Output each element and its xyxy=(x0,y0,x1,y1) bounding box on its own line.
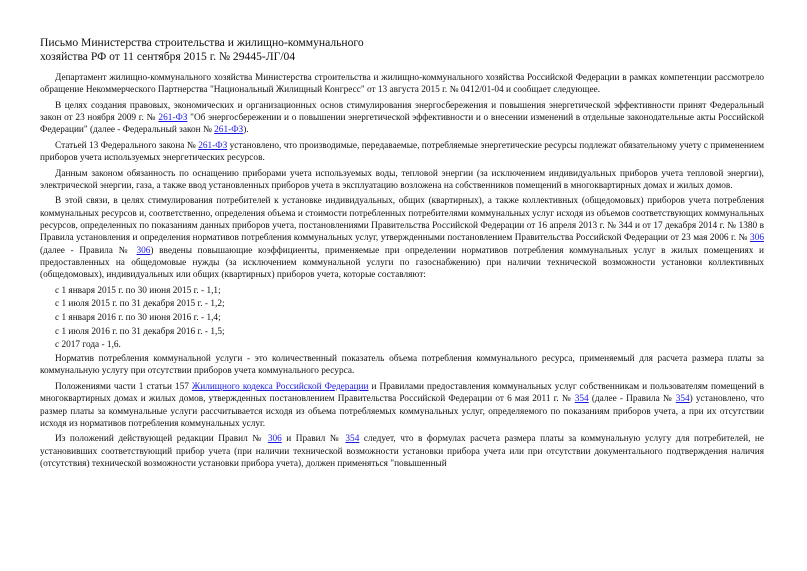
link-rules-306[interactable]: 306 xyxy=(267,434,282,445)
rate-item: с 1 июля 2015 г. по 31 декабря 2015 г. - 1,2; xyxy=(55,299,225,310)
text-fragment: ) введены повышающие коэффициенты, применяемые при определении нормативов потребления коммунальных услуг в жилых помещениях и предоставленных на общедомовые нужды (за исключением коммунальной услуги по газоснабжению) при наличии технической возможности установки коллективных (общедомовых), индивидуальных или общих (квартирных) приборов учета, которые составляют: xyxy=(40,245,765,281)
paragraph-federal-law xyxy=(40,100,764,137)
link-rules-354[interactable]: 354 xyxy=(574,394,589,405)
paragraph-obligation: Данным законом обязанность по оснащению приборами учета используемых воды, тепловой энергии (за исключением индивидуальных приборов учета тепловой энергии), электрической энергии, газа, а также ввод установленных приборов учета в эксплуатацию возложена на собственников помещений в многоквартирных домах и жилых домов. xyxy=(40,168,764,191)
link-law-261-fz[interactable]: 261-ФЗ xyxy=(214,125,244,136)
paragraph-rules-formula xyxy=(40,433,764,470)
link-rules-306[interactable]: 306 xyxy=(136,245,151,256)
text-fragment: (далее - Правила № xyxy=(40,245,137,256)
text-fragment: установлено, что производимые, передаваемые, потребляемые энергетические ресурсы подлежат обязательному учету с применением приборов учета используемых энергетических ресурсов. xyxy=(40,140,764,164)
rate-item: с 2017 года - 1,6. xyxy=(55,340,121,351)
link-housing-code[interactable]: Жилищного кодекса Российской Федерации xyxy=(191,381,369,392)
rate-item: с 1 января 2016 г. по 30 июня 2016 г. - 1,4; xyxy=(55,313,221,324)
text-fragment: Статьей 13 Федерального закона № xyxy=(55,140,199,151)
text-fragment: (далее - Правила № xyxy=(588,394,676,405)
document-title-line-2: хозяйства РФ от 11 сентября 2015 г. № 29445-ЛГ/04 xyxy=(40,50,296,63)
paragraph-intro: Департамент жилищно-коммунального хозяйства Министерства строительства и жилищно-коммунального хозяйства Российской Федерации в рамках компетенции рассмотрело обращение Некоммерческого Партнерства "Национальный Жилищный Конгресс" от 13 августа 2015 г. № 0412/01-04 и сообщает следующее. xyxy=(40,73,764,96)
link-law-261-fz[interactable]: 261-ФЗ xyxy=(198,140,228,151)
link-law-261-fz[interactable]: 261-ФЗ xyxy=(158,113,188,124)
text-fragment: и Правилами предоставления коммунальных услуг собственникам и пользователям помещений в многоквартирных домах и жилых домов, утвержденных постановлением Правительства Российской Федерации от 6 мая 2011 г. № xyxy=(40,381,765,405)
text-fragment: следует, что в формулах расчета размера платы за коммунальную услугу для потребителей, не установивших соответствующий прибор учета (при наличии технической возможности установки прибора учета или при отсутствии документального подтверждения наличия (отсутствия) технической возможности установки прибора учета), должен применяться "повышенный xyxy=(40,434,765,469)
link-rules-354[interactable]: 354 xyxy=(345,434,360,445)
paragraph-housing-code xyxy=(40,381,764,430)
rate-item: с 1 июля 2016 г. по 31 декабря 2016 г. - 1,5; xyxy=(55,326,225,337)
paragraph-norm-definition: Норматив потребления коммунальной услуги - это количественный показатель объема потребления коммунального ресурса, применяемый для расчета размера платы за коммунальную услугу при отсутствии приборов учета коммунального ресурса. xyxy=(40,354,764,377)
document-body xyxy=(40,72,764,473)
text-fragment: и Правил № xyxy=(281,434,346,445)
text-fragment: В этой связи, в целях стимулирования потребителей к установке индивидуальных, общих (квартирных), а также коллективных (общедомовых) приборов учета потребления коммунальных ресурсов и, соответственно, определения объема и стоимости потребленных потребителями коммунальных услуг исходя из объемов соответствующих коммунальных ресурсов, определенных по показаниям данных приборов учета, постановлениями Правительства Российской Федерации от 16 апреля 2013 г. № 344 и от 17 декабря 2014 г. № 1380 в Правила установления и определения нормативов потребления коммунальных услуг, утвержденными постановлением Правительства Российской Федерации от 23 мая 2006 г. № xyxy=(40,196,764,244)
text-fragment: "Об энергосбережении и о повышении энергетической эффективности и о внесении изменений в отдельные законодательные акты Российской Федерации" (далее - Федеральный закон № xyxy=(40,113,764,136)
paragraph-coefficients xyxy=(40,195,764,281)
rate-item: с 1 января 2015 г. по 30 июня 2015 г. - 1,1; xyxy=(55,285,221,296)
text-fragment: Из положений действующей редакции Правил № xyxy=(55,434,268,445)
paragraph-article-13 xyxy=(40,140,764,165)
link-rules-306[interactable]: 306 xyxy=(750,233,764,244)
text-fragment: Положениями части 1 статьи 157 xyxy=(55,381,192,392)
text-fragment: ) установлено, что размер платы за коммунальные услуги рассчитывается исходя из объема потребляемых коммунальных услуг, определяемого по показаниям приборов учета, а при их отсутствии исходя из нормативов потребления коммунальных услуг. xyxy=(40,394,764,429)
document-title xyxy=(40,36,540,64)
text-fragment: В целях создания правовых, экономических и организационных основ стимулирования энергосбережения и повышения энергетической эффективности принят Федеральный закон от 23 ноября 2009 г. № xyxy=(40,100,764,124)
text-fragment: ). xyxy=(243,125,249,136)
link-rules-354[interactable]: 354 xyxy=(675,394,690,405)
document-title-line-1: Письмо Министерства строительства и жилищно-коммунального xyxy=(40,36,364,49)
